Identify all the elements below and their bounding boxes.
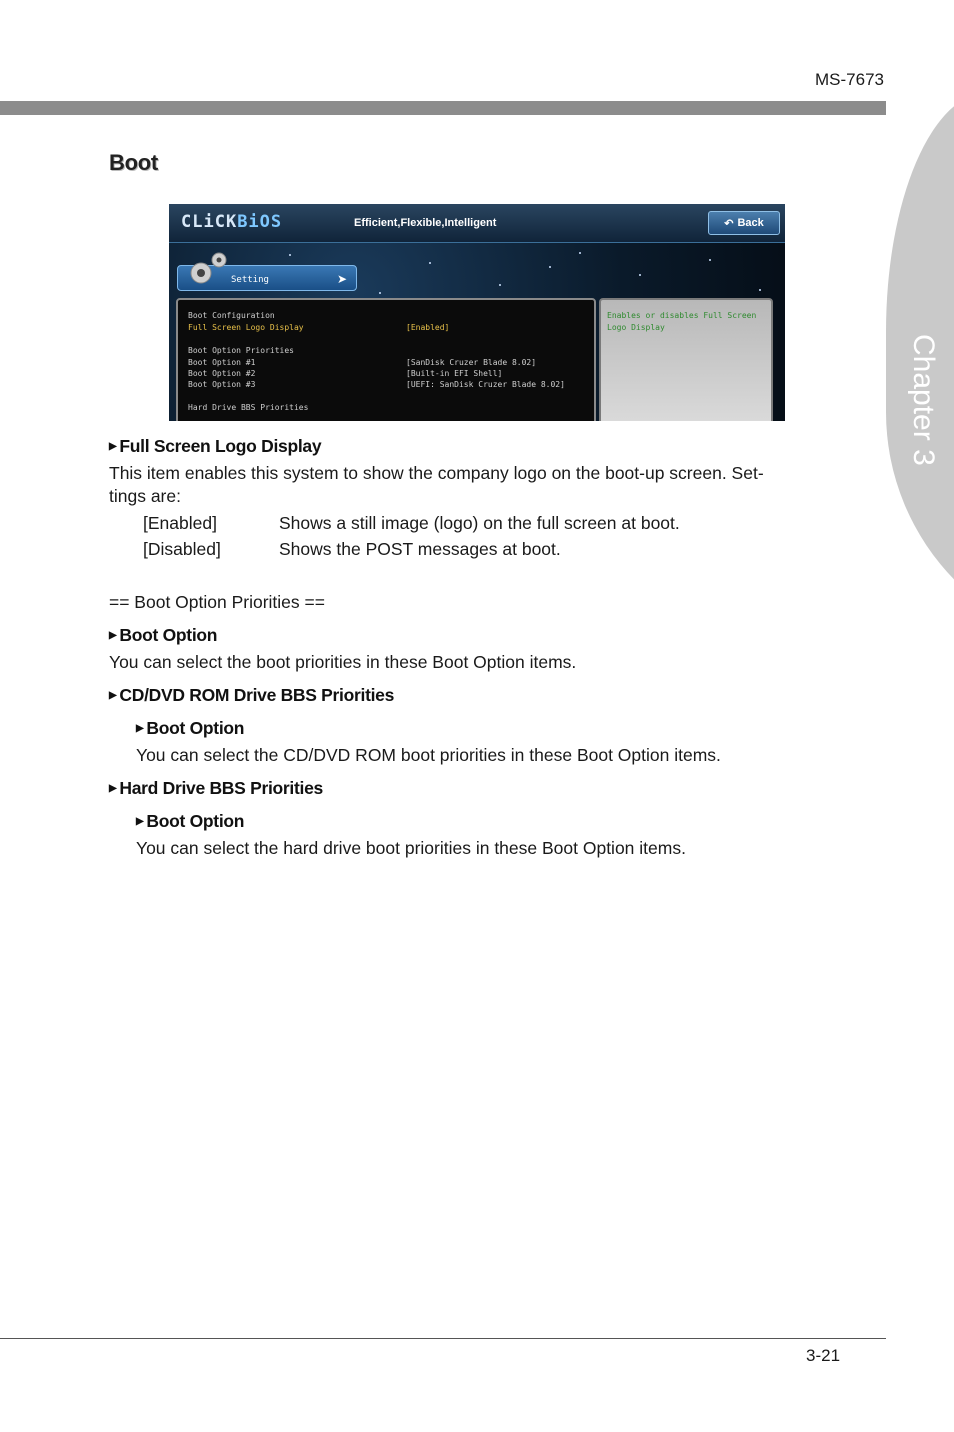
bios-value-full-screen-logo[interactable]: [Enabled] (406, 323, 450, 332)
header-bar (0, 101, 886, 115)
footer-rule (0, 1338, 886, 1339)
mouse-cursor-icon: ➤ (337, 272, 348, 286)
option-desc-disabled: Shows the POST messages at boot. (279, 539, 561, 559)
boot-option-heading: ▶ Boot Option (109, 625, 218, 645)
option-desc-enabled: Shows a still image (logo) on the full screen at boot. (279, 513, 680, 533)
cddvd-boot-option-desc: You can select the CD/DVD ROM boot priorities in these Boot Option items. (136, 745, 721, 765)
full-screen-logo-desc-1: This item enables this system to show the company logo on the boot-up screen. Set- (109, 463, 764, 483)
gear-icon (185, 246, 230, 291)
bios-row-full-screen-logo[interactable]: Full Screen Logo Display (188, 323, 304, 332)
option-value-disabled: [Disabled] (143, 539, 221, 559)
triangle-bullet-icon: ▶ (136, 723, 144, 734)
bios-value-boot-option-3[interactable]: [UEFI: SanDisk Cruzer Blade 8.02] (406, 380, 565, 389)
bios-row-boot-configuration: Boot Configuration (188, 311, 275, 320)
option-value-enabled: [Enabled] (143, 513, 217, 533)
clickbios-logo: CLiCKBiOS (181, 212, 283, 232)
bios-row-boot-option-1[interactable]: Boot Option #1 (188, 358, 256, 367)
hdd-boot-option-heading: ▶ Boot Option (136, 811, 245, 831)
setting-tab-label: Setting (231, 275, 269, 285)
bios-value-boot-option-2[interactable]: [Built-in EFI Shell] (406, 369, 503, 378)
triangle-bullet-icon: ▶ (136, 816, 144, 827)
chapter-label: Chapter 3 (907, 334, 940, 466)
back-button[interactable]: ↶ Back (708, 211, 780, 235)
triangle-bullet-icon: ▶ (109, 783, 117, 794)
boot-option-priorities-label: == Boot Option Priorities == (109, 592, 325, 612)
page-number: 3-21 (806, 1346, 841, 1365)
hdd-boot-option-desc: You can select the hard drive boot priorities in these Boot Option items. (136, 838, 686, 858)
full-screen-logo-heading: ▶ Full Screen Logo Display (109, 436, 322, 456)
bios-header (169, 204, 785, 243)
bios-value-boot-option-1[interactable]: [SanDisk Cruzer Blade 8.02] (406, 358, 537, 367)
bios-row-boot-option-3[interactable]: Boot Option #3 (188, 380, 256, 389)
boot-option-desc: You can select the boot priorities in these Boot Option items. (109, 652, 577, 672)
bios-tagline: Efficient,Flexible,Intelligent (354, 217, 497, 229)
back-arrow-icon: ↶ (724, 217, 734, 230)
cddvd-heading: ▶ CD/DVD ROM Drive BBS Priorities (109, 685, 395, 705)
cddvd-boot-option-heading: ▶ Boot Option (136, 718, 245, 738)
section-title: Boot (109, 150, 158, 175)
full-screen-logo-desc-2: tings are: (109, 486, 181, 506)
triangle-bullet-icon: ▶ (109, 690, 117, 701)
bios-row-boot-option-priorities: Boot Option Priorities (188, 346, 294, 355)
bios-screenshot (169, 204, 785, 421)
triangle-bullet-icon: ▶ (109, 630, 117, 641)
bios-row-boot-option-2[interactable]: Boot Option #2 (188, 369, 256, 378)
bios-row-hard-drive-bbs[interactable]: Hard Drive BBS Priorities (188, 403, 309, 412)
hdd-heading: ▶ Hard Drive BBS Priorities (109, 778, 323, 798)
bios-help-text: Enables or disables Full Screen Logo Display (607, 311, 757, 332)
triangle-bullet-icon: ▶ (109, 441, 117, 452)
model-number: MS-7673 (815, 70, 884, 89)
